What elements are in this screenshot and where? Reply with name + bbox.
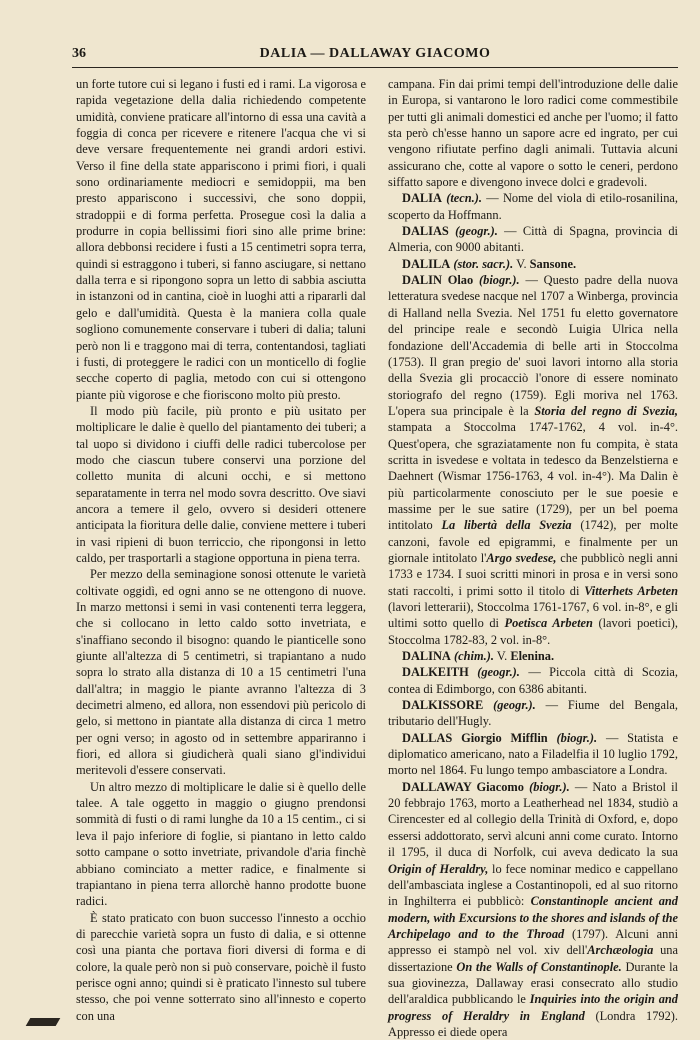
- entry-text: — Questo padre della nuova letteratura svedese nacque nel 1707 a Winberga, provincia di Halland nella Svezia. Nel 1751 fu eletto governatore del principe reale e secondò Luigia Ulrica nella fondazione dell'Accademia di belle arti in Stoccolma (1753). Il gran pregio de' suoi lavori intorno alla storia della Svezia gli procacciò l'onore di essere nominato storiografo del regno (1759). Egli moriva nel 1763. L'opera sua principale è la: [388, 273, 679, 418]
- entry-text: (1797). Alcuni anni appresso ei stampò nel vol. xiv dell': [388, 926, 679, 958]
- work-title: La libertà della Svezia: [441, 518, 572, 533]
- entry-text: — Fiume del Bengala, tributario dell'Hugly.: [388, 698, 678, 729]
- page-number: 36: [72, 46, 86, 61]
- entry-dallas: [388, 730, 678, 779]
- headword: DALIAS: [402, 224, 449, 239]
- entry-category: (stor. sacr.).: [453, 256, 514, 271]
- entry-text: una dissertazione: [388, 943, 678, 974]
- work-title: Inquiries into the origin and progress of Heraldry in England: [388, 992, 678, 1023]
- entry-category: (geogr.).: [493, 698, 536, 713]
- entry-category: (biogr.).: [479, 273, 520, 288]
- entry-dalkissore: [388, 697, 678, 730]
- entry-dalias: [388, 223, 678, 256]
- entry-text: stampata a Stoccolma 1747-1762, 4 vol. in-4°. Quest'opera, che sgraziatamente non fu compita, è stata scritta in isvedese e voltata in tedesco da Benzelstierna e Daehnert (Wismar 1756-1763, 4 vol. in-4°). Ma Dalin è più particolarmente conosciuto per le sue poesie e massime per le sue satire (1729), per un bel poema intitolato: [388, 420, 678, 533]
- headword: DALLAS Giorgio Mifflin: [402, 730, 548, 745]
- paragraph: Un altro mezzo di moltiplicare le dalie si è quello delle talee. A tale oggetto in maggio o giugno prendonsi sommità di fusti o di rami lunghe da 10 a 15 centim., ci si leva il pajo inferiore di foglie, si piantano in letto caldo sotto campane o sotto invetriate, privandole d'aria finchè abbiano cominciato a metter radice, e finalmente si trapiantano in piena terra allorchè hanno prodotte buone radici.: [76, 779, 366, 909]
- entry-dallaway: [388, 779, 678, 1040]
- paragraph: Il modo più facile, più pronto e più usitato per moltiplicare le dalie è quello del piantamento dei tuberi; a tal uopo si dividono i ciuffi delle radici tubercolose per modo che ciascun tubere conservi una porzione del colletto munita di alcuni occhi, e si mettono separatamente in terra nel modo sovra descritto. Ove siavi ancora a temere il gelo, ovvero si desideri ottenere anticipata la fioritura delle dalie, conviene mettere i tuberi in vasi ripieni di buon terriccio, che ripongonsi in letto caldo, per trasportarli a stagione opportuna in piena terra.: [76, 403, 366, 565]
- entry-text: — Città di Spagna, provincia di Almeria, con 9000 abitanti.: [388, 224, 678, 255]
- left-column: [76, 76, 366, 1024]
- entry-text: che pubblicò negli anni 1733 e 1734. I suoi scritti minori in prosa e in versi sono stati raccolti, i primi sotto il titolo di: [388, 550, 679, 598]
- entry-dalin: [388, 272, 678, 648]
- entry-category: (tecn.).: [446, 191, 482, 206]
- header-rule: [72, 67, 678, 68]
- entry-text: — Statista e diplomatico americano, nato a Filadelfia il 10 luglio 1792, morto nel 1864. Fu lungo tempo ambasciatore a Londra.: [388, 730, 678, 778]
- work-title: Archæologia: [587, 943, 654, 958]
- work-title: Argo svedese,: [486, 550, 557, 565]
- entry-category: (biogr.).: [556, 730, 598, 745]
- running-title: DALIA — DALLAWAY GIACOMO: [259, 46, 491, 61]
- headword: DALLAWAY Giacomo: [402, 779, 524, 794]
- headword: DALIA: [402, 191, 442, 206]
- headword: DALIN Olao: [402, 273, 474, 288]
- entry-text: V.: [493, 649, 511, 664]
- entry-text: V.: [513, 256, 530, 271]
- paragraph: campana. Fin dai primi tempi dell'introduzione delle dalie in Europa, si vantarono le loro radici come commestibile per tutti gli animali domestici ed anche per l'uomo; il fatto sta però ch'esse hanno un sapore acre ed ingrato, per cui vengono rifiutate perfino dagli animali. Tuttavia alcuni assicurano che, cotte al vapore o sotto le ceneri, perdono siffatto sapore e divengono invece dolci e gradevoli.: [388, 77, 678, 190]
- cross-reference: Elenina.: [510, 649, 555, 664]
- entry-text: (lavori letterarii), Stoccolma 1761-1767, 6 vol. in-8°, e gli ultimi sotto quello di: [388, 600, 678, 631]
- entry-text: lo fece nominar medico e cappellano dell'ambasciata inglese a Costantinopoli, ed al suo ritorno in Inghilterra ei pubblicò:: [388, 861, 678, 909]
- entry-category: (geogr.).: [477, 665, 520, 680]
- entry-text: — Piccola città di Scozia, contea di Edimborgo, con 6386 abitanti.: [388, 665, 678, 696]
- entry-category: (biogr.).: [529, 779, 570, 794]
- cross-reference: Sansone.: [529, 256, 577, 271]
- entry-category: (chim.).: [454, 649, 494, 664]
- headword: DALILA: [402, 256, 451, 271]
- entry-text: — Nato a Bristol il 20 febbrajo 1763, morto a Leatherhead nel 1834, studiò a Cirencester ed al collegio della Trinità di Oxford, e, dopo essersi addottorato, servì alcuni anni come curato. Intorno il 1795, il duca di Norfolk, cui aveva dedicato la sua: [388, 779, 678, 860]
- entry-text: — Nome del viola di etilo-rosanilina, scoperto da Hoffmann.: [388, 191, 678, 222]
- entry-category: (geogr.).: [455, 224, 498, 239]
- right-column: [388, 76, 678, 1040]
- headword: DALKISSORE: [402, 698, 484, 713]
- work-title: Vitterhets Arbeten: [584, 583, 679, 598]
- entry-dalila: [388, 256, 678, 272]
- entry-dalina: [388, 648, 678, 664]
- paragraph: Per mezzo della seminagione sonosi ottenute le varietà coltivate oggidì, ed ogni anno se ne ottengono di nuove. In marzo mettonsi i semi in vasi contenenti terra leggera, che si collocano in letto caldo sotto invetriata, e s'inaffiano secondo il bisogno: quando le pianticelle sono giunte all'altezza di 5 centimetri, si trapiantano a nudo sopra lo strato alla distanza di 10 a 15 centimetri l'una dall'altra; in maggio le piante avranno l'altezza di 3 decimetri almeno, ed allora, non essendovi più pericolo di gelo, si mettono in piantate alla distanza di circa 1 metro per ogni verso; in agosto od in settembre appariranno i fiori, ed allora si giudicherà quali siano gl'individui meritevoli d'essere conservati.: [76, 567, 366, 778]
- entry-dalia-tecn: [388, 190, 678, 223]
- work-title: On the Walls of Constantinople.: [456, 959, 622, 974]
- entry-text: (lavori poetici), Stoccolma 1782-83, 2 vol. in-8°.: [388, 616, 678, 647]
- paragraph: È stato praticato con buon successo l'innesto a occhio di parecchie varietà sopra un fusto di dalia, e si ottenne così una pianta che portava fiori diversi di forma e di colore, la quale però non si può conservare, poichè il fusto perisce ogni anno; quindi si è praticato l'innesto sul tubere stesso, che poi venne sotterrato sino all'innesto e coperto con una: [76, 910, 366, 1023]
- scan-corner-mark: [26, 1018, 61, 1026]
- work-title: Origin of Heraldry,: [388, 861, 489, 876]
- entry-text: Durante la sua giovinezza, Dallaway erasi consecrato allo studio dell'araldica pubblicando le: [388, 959, 679, 1007]
- paragraph: un forte tutore cui si legano i fusti ed i rami. La vigorosa e rapida vegetazione della dalia richiedendo competente umidità, conviene praticare all'intorno di essa una cavità a foggia di conca per ricevere e ritenere l'acqua che vi si deve versare frequentemente nei grandi ardori estivi. Verso il fine della state appariscono i primi fiori, i quali sono ordinariamente mediocri e semidoppii, ma ben presto appariscono i successivi, che sono doppii, stradoppii e di forma perfetta. Prosegue così la dalia a produrre in copia bellissimi fiori sino alle prime brine: allora debbonsi recidere i fusti a 15 centimetri sopra terra, quindi si estraggono i tuberi, si fanno asciugare, si nettano dalla terra e si ripongono sopra un letto di sabbia asciutta in istanzoni od in cantina, cioè in luoghi atti a ripararli dal gelo e dall'umidità. Questa è la maniera colla quale sogliono comunemente conservare i tuberi di dalia; taluni però non li e traggono mai di terra, contentandosi, tagliati i fusti, di proteggere le radici con un monticello di foglie secche coperto di paglia, metodo con cui si ottengono piante più vigorose e che fioriscono molto più presto.: [76, 77, 366, 402]
- entry-text: (1742), per molte canzoni, favole ed epigrammi, e finalmente per un giornale intitolato l': [388, 518, 678, 565]
- headword: DALINA: [402, 649, 451, 664]
- work-title: Storia del regno di Svezia,: [534, 403, 678, 418]
- entry-dalkeith: [388, 664, 678, 697]
- headword: DALKEITH: [402, 665, 469, 680]
- entry-text: (Londra 1792). Appresso ei diede opera: [388, 1008, 678, 1039]
- page-header: [72, 40, 678, 70]
- work-title: Constantinople ancient and modern, with Excursions to the shores and islands of the Archipelago and to the Throad: [388, 894, 678, 941]
- work-title: Poetisca Arbeten: [504, 616, 593, 631]
